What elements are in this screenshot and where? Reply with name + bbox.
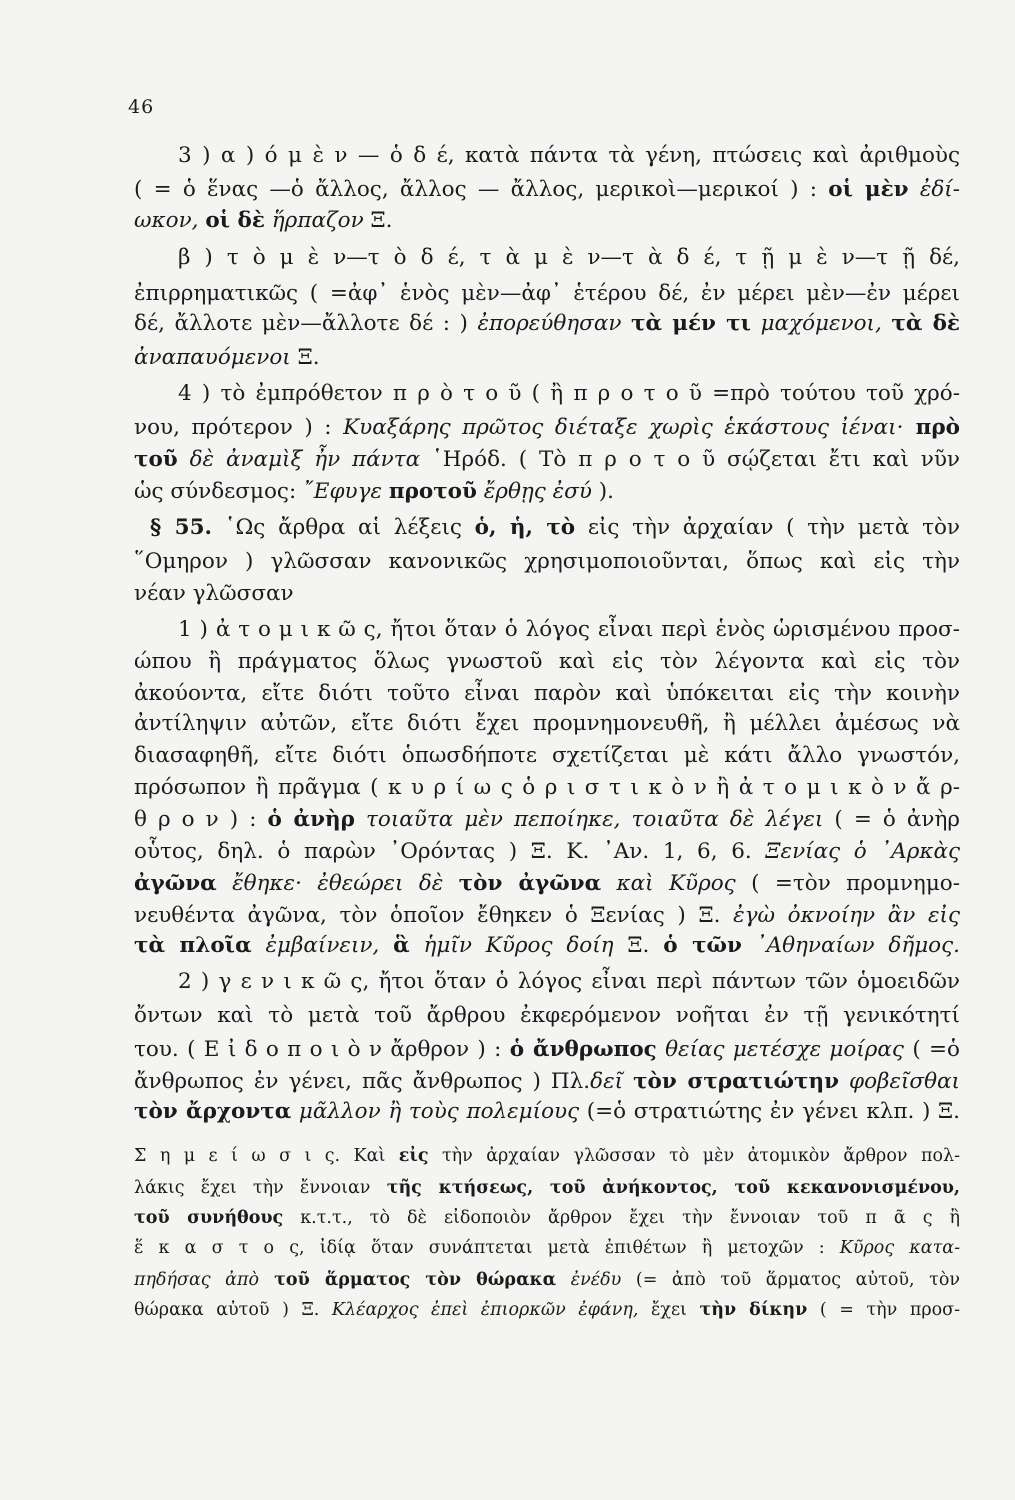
text-run: ( =τὸν προμνημο- xyxy=(735,871,960,896)
italic-run: τοιαῦτα μὲν πεποίηκε, τοιαῦτα δὲ λέγει xyxy=(354,807,824,832)
text-run: 3 ) α ) ό μ ὲ ν — ὁ δ έ, xyxy=(178,143,465,168)
text-line xyxy=(134,1294,960,1326)
italic-run: ἐμβαίνειν, xyxy=(251,933,394,958)
text-line xyxy=(178,378,960,410)
text-line xyxy=(134,578,960,610)
text-run: δέ, ἄλλοτε μὲν—ἄλλοτε δέ : ) xyxy=(134,311,478,336)
text-run: ( =ὁ xyxy=(903,1037,960,1062)
text-run: θ ρ ο ν ) : xyxy=(134,807,268,832)
bold-run: ὁ, ἡ, τὸ xyxy=(474,515,576,540)
text-run: ῞Ομηρον ) γλῶσσαν κανονικῶς χρησιμοποιοῦνται, ὅπως καὶ εἰς τὴν xyxy=(134,549,960,574)
italic-run: ἐδί- xyxy=(908,177,960,202)
bold-run: τῆς κτήσεως, τοῦ ἀνήκοντος, τοῦ κεκανονισμένου, xyxy=(386,1178,961,1198)
text-line xyxy=(134,205,960,237)
italic-run: Κλέαρχος ἐπεὶ ἐπιορκῶν ἐφάνη, xyxy=(331,1300,639,1320)
italic-run: ἡμῖν Κῦρος δοίη xyxy=(409,933,614,958)
text-line xyxy=(134,546,960,578)
page-number: 46 xyxy=(128,96,155,118)
text-line xyxy=(134,1000,960,1032)
text-run: του. ( Ε ἰ δ ο π ο ι ὸ ν ἄρθρον ) : xyxy=(134,1037,510,1062)
text-line xyxy=(134,646,960,678)
text-line xyxy=(134,1034,960,1066)
text-line xyxy=(178,242,960,274)
text-run: ἔχει xyxy=(638,1300,700,1320)
italic-run: Κυαξάρης πρῶτος διέταξε χωρὶς ἑκάστους ἰέναι· xyxy=(343,415,904,440)
italic-run: ἀναπαυόμενοι xyxy=(134,345,291,370)
bold-run: ὁ ἀνὴρ xyxy=(267,807,355,832)
text-run: ὡς σύνδεσμος: xyxy=(134,479,304,504)
text-line xyxy=(134,1264,960,1296)
italic-run: ἐνέδυ xyxy=(556,1270,622,1290)
text-line xyxy=(134,930,960,962)
text-line xyxy=(134,278,960,310)
bold-run: ἃ xyxy=(393,933,410,958)
bold-run: οἱ μὲν xyxy=(828,177,909,202)
text-run: ( = τὴν προσ- xyxy=(807,1300,961,1320)
bold-run: ὁ τῶν xyxy=(663,933,742,958)
text-line xyxy=(134,174,960,206)
text-line xyxy=(134,1066,960,1098)
text-line xyxy=(178,140,960,172)
text-line xyxy=(134,836,960,868)
bold-run: προτοῦ xyxy=(388,479,477,504)
text-line xyxy=(134,772,960,804)
italic-run: ἥρπαζον xyxy=(264,208,364,233)
text-line xyxy=(178,614,960,646)
text-run: ( = ὁ ἀνὴρ xyxy=(823,807,960,832)
italic-run: πηδήσας ἀπὸ xyxy=(134,1270,260,1290)
bold-run: τοῦ ἅρματος τὸν θώρακα xyxy=(259,1270,557,1290)
italic-run: ωκον, xyxy=(134,208,206,233)
text-run: διασαφηθῆ, εἴτε διότι ὁπωσδήποτε σχετίζεται μὲ κάτι ἄλλο γνωστόν, xyxy=(134,743,960,768)
bold-run: τὴν δίκην xyxy=(699,1300,808,1320)
text-run: εἰς τὴν ἀρχαίαν ( τὴν μετὰ τὸν xyxy=(575,515,960,540)
text-line xyxy=(134,708,960,740)
italic-run: θείας μετέσχε μοίρας xyxy=(656,1037,904,1062)
text-line xyxy=(134,1096,960,1128)
text-run: 1 ) ἀ τ ο μ ι κ ῶ ς, ἤτοι ὅταν ὁ λόγος εἶναι περὶ ἑνὸς ὡρισμένου προσ- xyxy=(178,617,960,642)
text-line xyxy=(134,444,960,476)
text-run: οὗτος, δηλ. ὁ παρὼν ᾿Ορόντας ) Ξ. Κ. ᾿Αν. 1, 6, 6. xyxy=(134,839,766,864)
italic-run: μᾶλλον ἢ τοὺς πολεμίους xyxy=(291,1099,580,1124)
italic-run: δὲ ἀναμὶξ ἦν πάντα xyxy=(177,447,421,472)
bold-run: § 55. xyxy=(150,515,213,540)
italic-run: ᾿Αθηναίων δῆμος. xyxy=(741,933,960,958)
bold-run: τὰ μέν τι xyxy=(631,311,752,336)
text-run: ἕ κ α σ τ ο ς, ἰδίᾳ ὅταν συνάπτεται μετὰ ἐπιθέτων ἢ μετοχῶν : xyxy=(134,1238,840,1258)
italic-run: δεῖ xyxy=(590,1069,634,1094)
text-run: Ξ. xyxy=(290,345,320,370)
text-run: θώρακα αὐτοῦ ) Ξ. xyxy=(134,1300,332,1320)
text-run: ἀντίληψιν αὐτῶν, εἴτε διότι ἔχει προμνημονευθῆ, ἢ μέλλει ἀμέσως νὰ xyxy=(134,711,960,736)
text-run: πρόσωπον ἢ πρᾶγμα ( κ υ ρ ί ω ς ὁ ρ ι σ τ ι κ ὸ ν ἢ ἀ τ ο μ ι κ ὸ ν ἄ ρ- xyxy=(134,775,960,800)
bold-run: οἱ δὲ xyxy=(205,208,265,233)
text-run: Ξ. xyxy=(363,208,393,233)
italic-run: ἐγὼ ὀκνοίην ἂν εἰς xyxy=(733,903,960,928)
text-run: ῾Ως ἄρθρα αἱ λέξεις xyxy=(212,515,475,540)
text-run: (= ἀπὸ τοῦ ἅρματος αὐτοῦ, τὸν xyxy=(621,1270,960,1290)
bold-run: ἀγῶνα xyxy=(134,871,217,896)
bold-run: τὰ πλοῖα xyxy=(134,933,252,958)
text-run: 2 ) γ ε ν ι κ ῶ ς, ἤτοι ὅταν ὁ λόγος εἶναι περὶ πάντων τῶν ὁμοειδῶν xyxy=(178,969,960,994)
text-line xyxy=(134,678,960,710)
text-line xyxy=(134,308,960,340)
text-run: ἀκούοντα, εἴτε διότι τοῦτο εἶναι παρὸν καὶ ὑπόκειται εἰς τὴν κοινὴν xyxy=(134,681,960,706)
text-run: ( = ὁ ἕνας —ὁ ἄλλος, ἄλλος — ἄλλος, μερικοὶ—μερικοί ) : xyxy=(134,177,829,202)
italic-run: καὶ Κῦρος xyxy=(601,871,736,896)
italic-run: ῎Εφυγε xyxy=(303,479,389,504)
text-line xyxy=(178,966,960,998)
text-line xyxy=(134,476,960,508)
text-run: τὴν ἀρχαίαν γλῶσσαν τὸ μὲν ἀτομικὸν ἄρθρον πολ- xyxy=(428,1146,960,1166)
text-line xyxy=(134,1232,960,1264)
text-line xyxy=(134,342,960,374)
text-run: Σ η μ ε ί ω σ ι ς. Καὶ xyxy=(134,1146,399,1166)
text-run: νέαν γλῶσσαν xyxy=(134,581,294,606)
text-run: λάκις ἔχει τὴν ἔννοιαν xyxy=(134,1178,387,1198)
text-run: ). xyxy=(591,479,614,504)
italic-run: ἐπορεύθησαν xyxy=(477,311,631,336)
bold-run: τὸν ἀγῶνα xyxy=(458,871,602,896)
text-run: κατὰ πάντα τὰ γένη, πτώσεις καὶ ἀριθμοὺς xyxy=(464,143,960,168)
text-run: ώπου ἢ πράγματος ὅλως γνωστοῦ καὶ εἰς τὸν λέγοντα καὶ εἰς τὸν xyxy=(134,649,960,674)
text-run: κ.τ.τ., τὸ δὲ εἰδοποιὸν ἄρθρον ἔχει τὴν ἔννοιαν τοῦ π ᾶ ς ἢ xyxy=(283,1208,960,1228)
italic-run: Κῦρος κατα- xyxy=(839,1238,960,1258)
text-line xyxy=(150,512,960,544)
bold-run: τὸν ἄρχοντα xyxy=(134,1099,292,1124)
text-run: νευθέντα ἀγῶνα, τὸν ὁποῖον ἔθηκεν ὁ Ξενίας ) Ξ. xyxy=(134,903,734,928)
italic-run: μαχόμενοι, xyxy=(751,311,892,336)
bold-run: τὰ δὲ xyxy=(891,311,960,336)
italic-run: Ξενίας ὁ ᾿Αρκὰς xyxy=(765,839,960,864)
text-line xyxy=(134,1140,960,1172)
text-run: νου, πρότερον ) : xyxy=(134,415,344,440)
italic-run: φοβεῖσθαι xyxy=(839,1069,960,1094)
text-run: β ) τ ὸ μ ὲ ν—τ ὸ δ έ, τ ὰ μ ὲ ν—τ ὰ δ έ, τ ῇ μ ὲ ν—τ ῇ δέ, xyxy=(178,245,960,270)
bold-run: τοῦ xyxy=(134,447,178,472)
bold-run: τὸν στρατιώτην xyxy=(633,1069,839,1094)
text-run: ὄντων καὶ τὸ μετὰ τοῦ ἄρθρου ἐκφερόμενον νοῆται ἐν τῇ γενικότητί xyxy=(134,1003,960,1028)
text-run: ῾Ηρόδ. ( Τὸ π ρ ο τ ο ῦ σῴζεται ἔτι καὶ νῦν xyxy=(420,447,960,472)
bold-run: εἰς xyxy=(398,1146,429,1166)
text-line xyxy=(134,900,960,932)
text-run: (=ὁ στρατιώτης ἐν γένει κλπ. ) Ξ. xyxy=(579,1099,961,1124)
text-line xyxy=(134,1202,960,1234)
text-line xyxy=(134,868,960,900)
text-run: ἄνθρωπος ἐν γένει, πᾶς ἄνθρωπος ) Πλ. xyxy=(134,1069,591,1094)
bold-run: πρὸ xyxy=(903,415,960,440)
text-run: Ξ. xyxy=(613,933,664,958)
bold-run: τοῦ συνήθους xyxy=(134,1208,284,1228)
text-line xyxy=(134,1172,960,1204)
text-run: 4 ) τὸ ἐμπρόθετον π ρ ὸ τ ο ῦ ( ἢ π ρ ο τ ο ῦ =πρὸ τούτου τοῦ χρό- xyxy=(178,381,960,406)
text-run: ἐπιρρηματικῶς ( =ἀφ᾽ ἑνὸς μὲν—ἀφ᾽ ἑτέρου δέ, ἐν μέρει μὲν—ἐν μέρει xyxy=(134,281,960,306)
text-line xyxy=(134,740,960,772)
text-line xyxy=(134,412,960,444)
bold-run: ὁ ἄνθρωπος xyxy=(509,1037,657,1062)
text-line xyxy=(134,804,960,836)
italic-run: ἔθηκε· ἐθεώρει δὲ xyxy=(216,871,459,896)
italic-run: ἔρθῃς ἐσύ xyxy=(476,479,592,504)
